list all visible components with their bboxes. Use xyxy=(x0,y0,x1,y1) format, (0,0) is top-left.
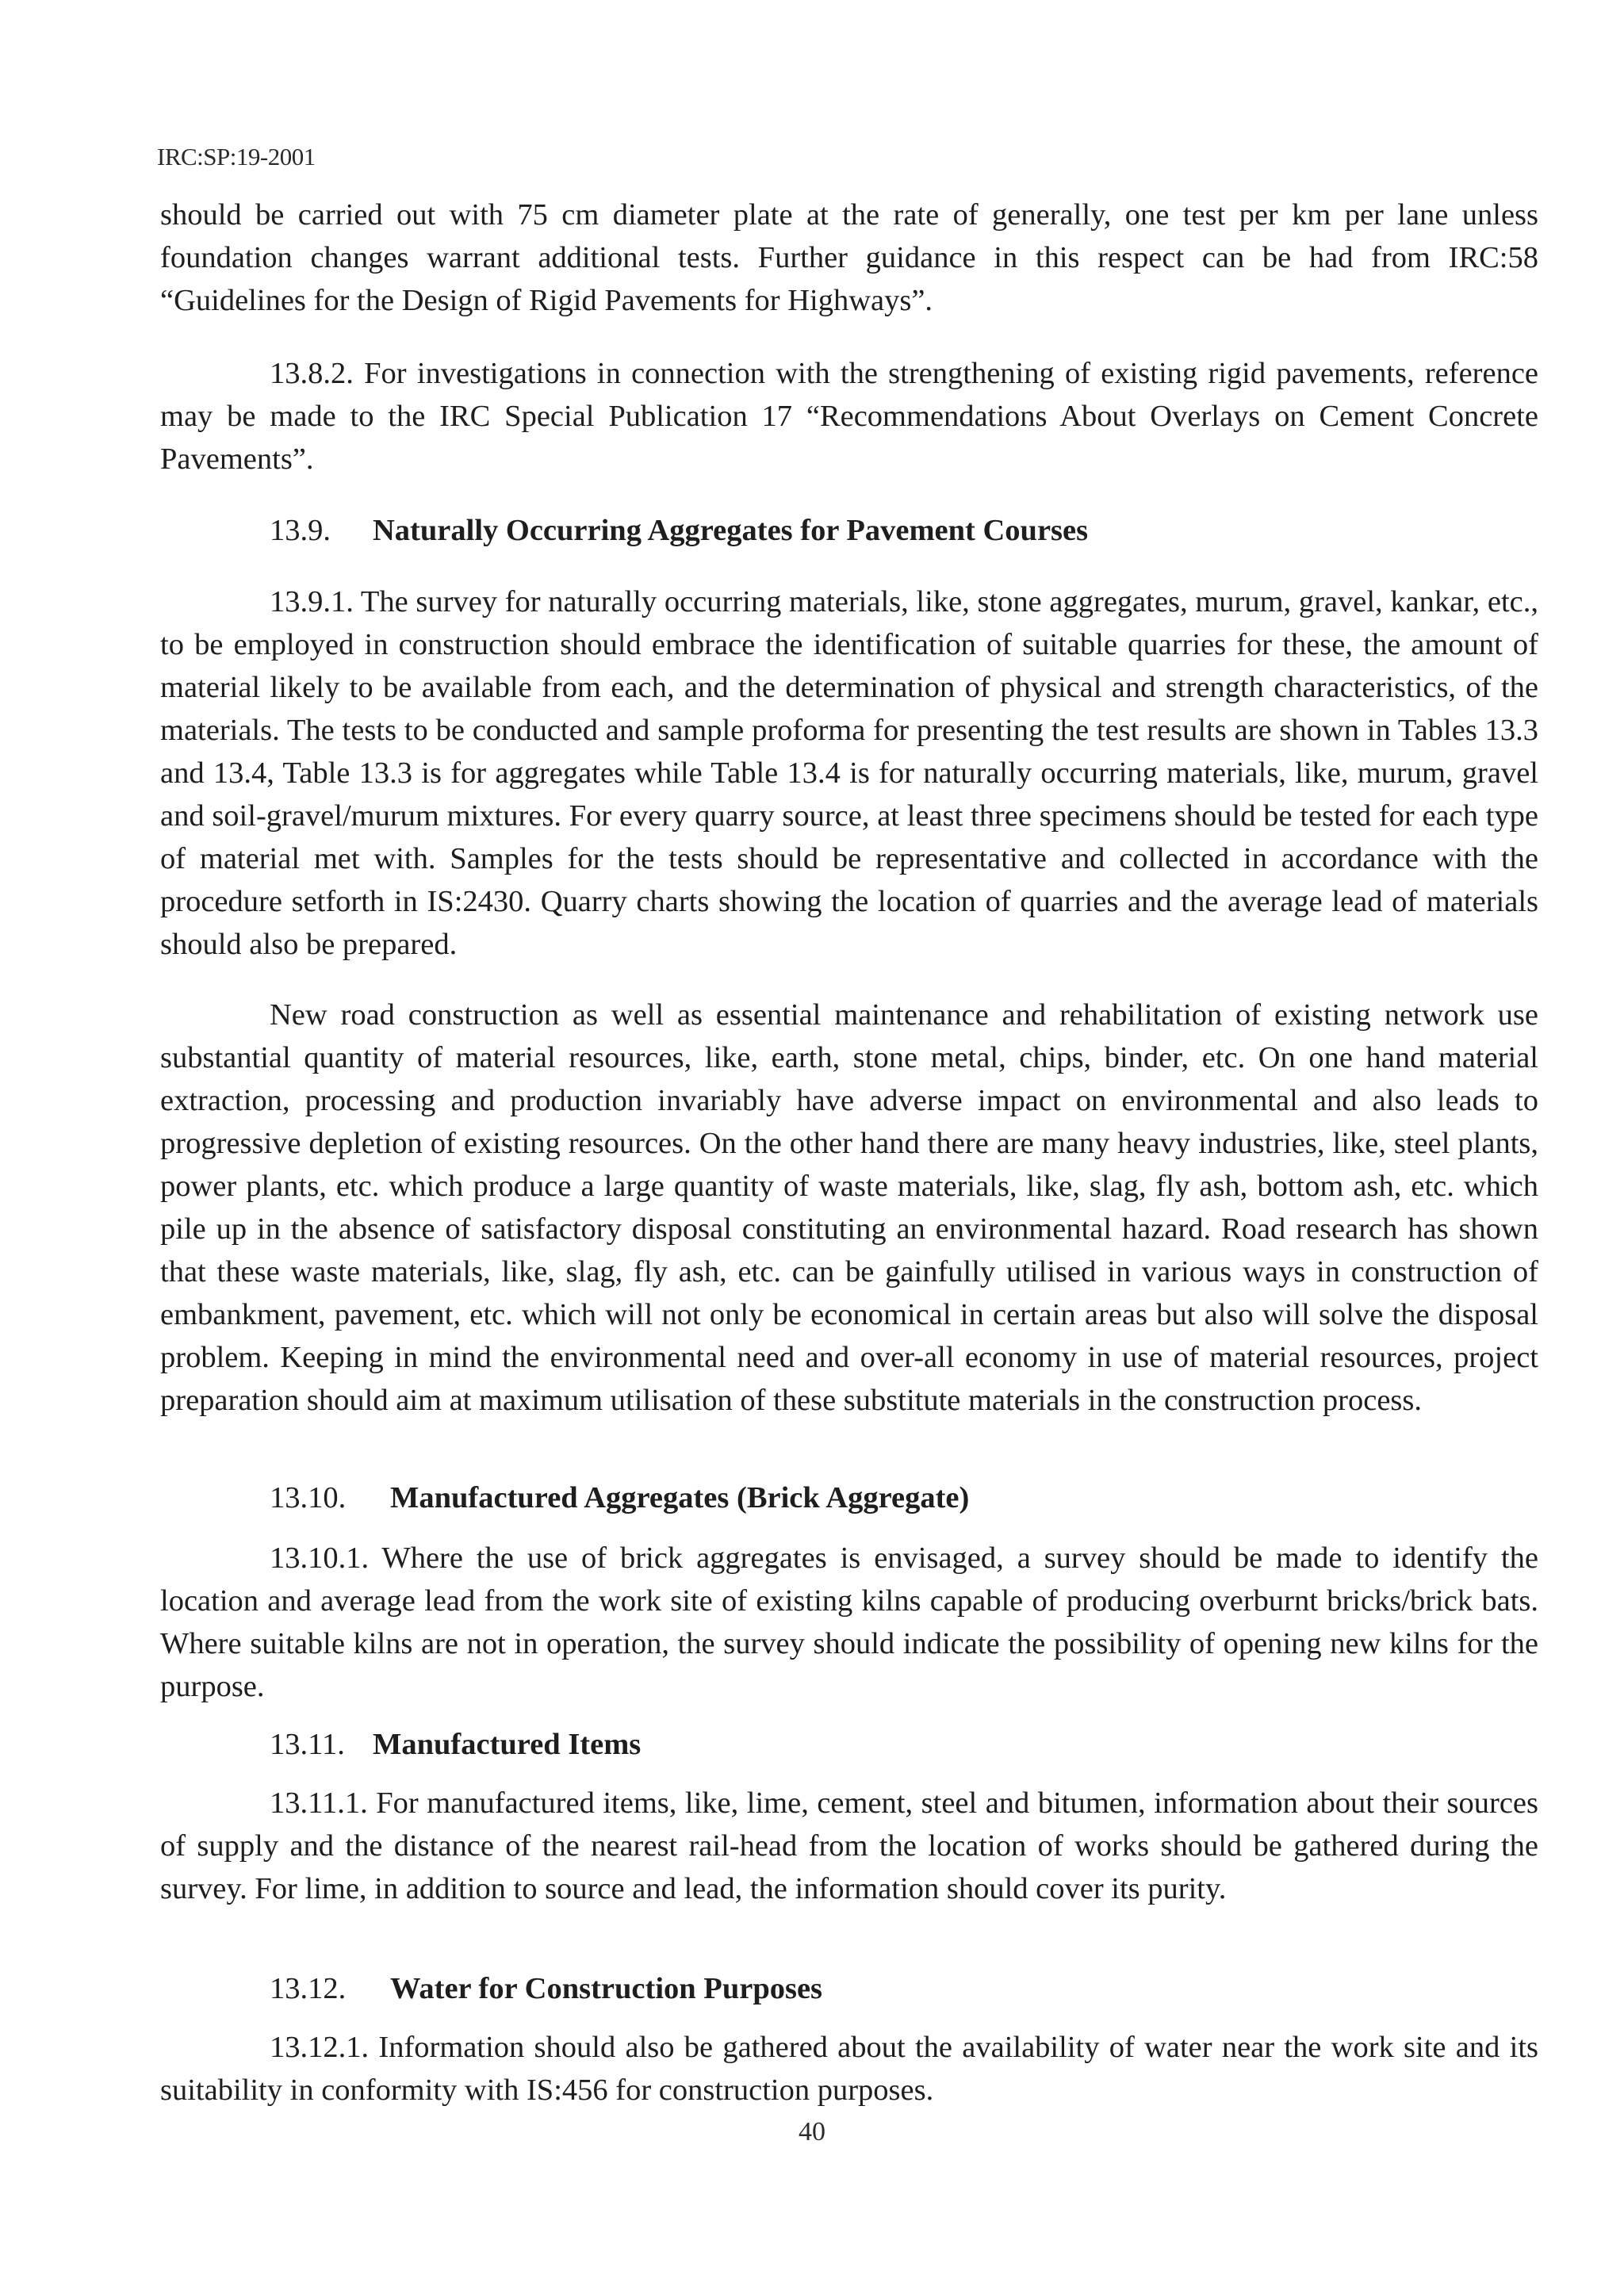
paragraph-13-12-1: 13.12.1. Information should also be gathered about the availability of water near the work site and its suitability in conformity with IS:456 for construction purposes. xyxy=(160,2031,1538,2107)
paragraph-13-10-1: 13.10.1. Where the use of brick aggregates is envisaged, a survey should be made to identify the location and average lead from the work site of existing kilns capable of producing overburnt bricks/brick bats. Where suitable kilns are not in operation, the survey should indicate the possibility of opening new kilns for the purpose. xyxy=(160,1541,1538,1703)
section-heading-13-9 xyxy=(160,509,1538,552)
section-title: Water for Construction Purposes xyxy=(390,1972,823,2005)
section-number: 13.12. xyxy=(270,1972,347,2005)
section-heading-13-11 xyxy=(160,1723,1538,1766)
paragraph-13-8-2: 13.8.2. For investigations in connection with the strengthening of existing rigid pavements, reference may be made to the IRC Special Publication 17 “Recommendations About Overlays on Cement Concrete Pavements”. xyxy=(160,357,1538,476)
section-number: 13.11. xyxy=(270,1728,345,1761)
section-title: Manufactured Items xyxy=(373,1728,642,1761)
paragraph-13-9-1: 13.9.1. The survey for naturally occurring materials, like, stone aggregates, murum, gravel, kankar, etc., to be employed in construction should embrace the identification of suitable quarries for these, the amount of material likely to be available from each, and the determination of physical and strength characteristics, of the materials. The tests to be conducted and sample proforma for presenting the test results are shown in Tables 13.3 and 13.4, Table 13.3 is for aggregates while Table 13.4 is for naturally occurring materials, like, murum, gravel and soil-gravel/murum mixtures. For every quarry source, at least three specimens should be tested for each type of material met with. Samples for the tests should be representative and collected in accordance with the procedure setforth in IS:2430. Quarry charts showing the location of quarries and the average lead of materials should also be prepared. xyxy=(160,585,1538,961)
section-heading-13-12 xyxy=(160,1967,1538,2010)
section-title: Naturally Occurring Aggregates for Pavement Courses xyxy=(373,514,1089,547)
paragraph-continued: should be carried out with 75 cm diameter plate at the rate of generally, one test per km per lane unless foundation changes warrant additional tests. Further guidance in this respect can be had from IRC:58 “Guidelines for the Design of Rigid Pavements for Highways”. xyxy=(160,198,1538,317)
document-code-header: IRC:SP:19-2001 xyxy=(157,143,316,170)
section-heading-13-10 xyxy=(160,1476,1538,1519)
paragraph-new-road-construction: New road construction as well as essential maintenance and rehabilitation of existing network use substantial quantity of material resources, like, earth, stone metal, chips, binder, etc. On one hand material extraction, processing and production invariably have adverse impact on environmental and also leads to progressive depletion of existing resources. On the other hand there are many heavy industries, like, steel plants, power plants, etc. which produce a large quantity of waste materials, like, slag, fly ash, bottom ash, etc. which pile up in the absence of satisfactory disposal constituting an environmental hazard. Road research has shown that these waste materials, like, slag, fly ash, etc. can be gainfully utilised in various ways in construction of embankment, pavement, etc. which will not only be economical in certain areas but also will solve the disposal problem. Keeping in mind the environmental need and over-all economy in use of material resources, project preparation should aim at maximum utilisation of these substitute materials in the construction process. xyxy=(160,998,1538,1417)
section-number: 13.9. xyxy=(270,514,331,547)
section-number: 13.10. xyxy=(270,1481,347,1514)
section-title: Manufactured Aggregates (Brick Aggregate) xyxy=(390,1481,970,1514)
paragraph-13-11-1: 13.11.1. For manufactured items, like, lime, cement, steel and bitumen, information about their sources of supply and the distance of the nearest rail-head from the location of works should be gathered during the survey. For lime, in addition to source and lead, the information should cover its purity. xyxy=(160,1786,1538,1905)
page-number: 40 xyxy=(799,2117,825,2146)
